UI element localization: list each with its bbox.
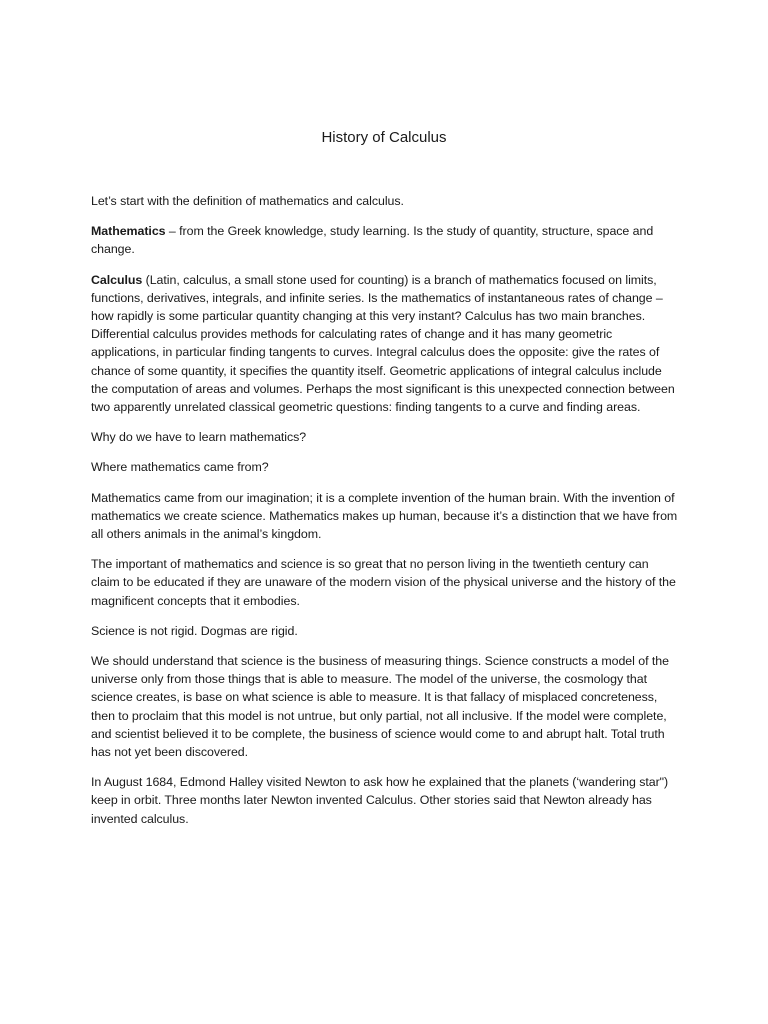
paragraph-measuring: We should understand that science is the business of measuring things. Science constructs a model of the universe only from those things that is able to measure. The model of the universe, the cosmology that science creates, is base on what science is able to measure. It is that fallacy of misplaced concreteness, then to proclaim that this model is not untrue, but only partial, not all inclusive. If the model were complete, and scientist believed it to be complete, the business of science would come to and abrupt halt. Total truth has not yet been discovered. (91, 654, 669, 760)
paragraph-halley-newton: In August 1684, Edmond Halley visited Newton to ask how he explained that the planets (‘wandering star") keep in orbit. Three months later Newton invented Calculus. Other stories said that Newton already has invented calculus. (91, 775, 669, 826)
document-body (91, 192, 679, 840)
paragraph-why-learn: Why do we have to learn mathematics? (91, 430, 307, 445)
paragraph-where-from: Where mathematics came from? (91, 460, 269, 475)
mathematics-definition-text: – from the Greek knowledge, study learning. Is the study of quantity, structure, space and change. (91, 224, 654, 257)
paragraph-imagination: Mathematics came from our imagination; it is a complete invention of the human brain. With the invention of mathematics we create science. Mathematics makes up human, because it’s a distinction that we have from all others animals in the animal’s kingdom. (91, 490, 678, 542)
term-mathematics: Mathematics (91, 224, 166, 239)
term-calculus: Calculus (91, 272, 143, 287)
paragraph-importance: The important of mathematics and science is so great that no person living in the twentieth century can claim to be educated if they are unaware of the modern vision of the physical universe and the history of the magnificent concepts that it embodies. (91, 557, 676, 608)
paragraph-calculus-definition (91, 271, 679, 417)
document-title: History of Calculus (321, 129, 447, 146)
calculus-definition-text: (Latin, calculus, a small stone used for counting) is a branch of mathematics focused on limits, functions, derivatives, integrals, and infinite series. Is the mathematics of instantaneous rates of change – how rapidly is some particular quantity changing at this very instant? Calculus has two main branches. Differential calculus provides methods for calculating rates of change and it has many geometric applications, in particular finding tangents to curves. Integral calculus does the opposite: give the rates of chance of some quantity, it specifies the quantity itself. Geometric applications of integral calculus include the computation of areas and volumes. Perhaps the most significant is this unexpected connection between two apparently unrelated classical geometric questions: finding tangents to a curve and finding areas. (91, 272, 675, 415)
paragraph-intro: Let’s start with the definition of mathematics and calculus. (91, 194, 404, 208)
paragraph-science-not-rigid: Science is not rigid. Dogmas are rigid. (91, 623, 298, 638)
paragraph-mathematics-definition (91, 222, 679, 258)
